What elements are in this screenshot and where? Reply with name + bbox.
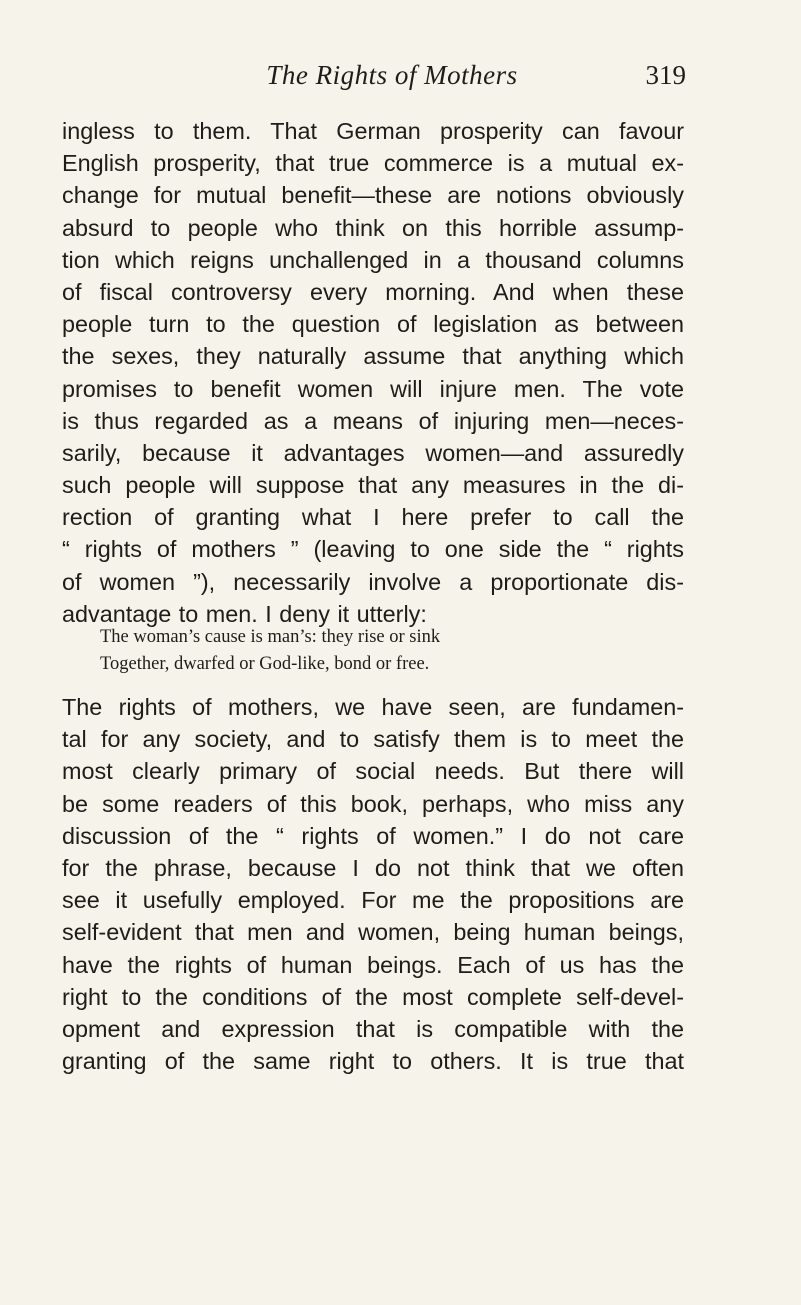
text-line: tal for any society, and to satisfy them is to meet the	[62, 726, 684, 753]
running-head	[98, 60, 686, 100]
text-line: change for mutual benefit—these are notions obviously	[62, 182, 684, 209]
text-line: The rights of mothers, we have seen, are fundamen-	[62, 694, 684, 720]
text-line: discussion of the “ rights of women.” I do not care	[62, 822, 684, 849]
text-line: the sexes, they naturally assume that anything which	[62, 343, 684, 370]
paragraph-2	[62, 691, 684, 1077]
text-line: English prosperity, that true commerce is a mutual ex-	[62, 150, 684, 177]
text-line: for the phrase, because I do not think that we often	[62, 854, 684, 881]
text-line: granting of the same right to others. It is true that	[62, 1048, 684, 1075]
text-line: most clearly primary of social needs. But there will	[62, 758, 684, 785]
text-line: sarily, because it advantages women—and assuredly	[62, 439, 684, 466]
text-line: rection of granting what I here prefer to call the	[62, 504, 684, 531]
text-line: have the rights of human beings. Each of us has the	[62, 951, 684, 978]
verse-quotation	[100, 624, 620, 678]
text-line: absurd to people who think on this horrible assump-	[62, 214, 684, 241]
text-line: right to the conditions of the most complete self-devel-	[62, 983, 684, 1010]
verse-line: Together, dwarfed or God-like, bond or free.	[100, 654, 430, 674]
text-line: “ rights of mothers ” (leaving to one side the “ rights	[62, 536, 684, 563]
text-line: promises to benefit women will injure men. The vote	[62, 375, 684, 402]
text-line: ingless to them. That German prosperity can favour	[62, 118, 684, 144]
text-line: be some readers of this book, perhaps, who miss any	[62, 790, 684, 817]
text-line: see it usefully employed. For me the propositions are	[62, 887, 684, 914]
text-line: self-evident that men and women, being human beings,	[62, 919, 684, 946]
text-line: advantage to men. I deny it utterly:	[62, 600, 427, 627]
text-line: of fiscal controversy every morning. And when these	[62, 278, 684, 305]
text-line: tion which reigns unchallenged in a thousand columns	[62, 246, 684, 273]
text-line: such people will suppose that any measures in the di-	[62, 472, 684, 499]
page-number: 319	[645, 60, 686, 90]
text-line: is thus regarded as a means of injuring men—neces-	[62, 407, 684, 434]
running-title: The Rights of Mothers	[266, 60, 518, 90]
verse-line: The woman’s cause is man’s: they rise or sink	[100, 627, 441, 647]
text-line: people turn to the question of legislation as between	[62, 311, 684, 338]
text-line: of women ”), necessarily involve a proportionate dis-	[62, 568, 684, 595]
text-line: opment and expression that is compatible with the	[62, 1015, 684, 1042]
paragraph-1	[62, 115, 684, 630]
